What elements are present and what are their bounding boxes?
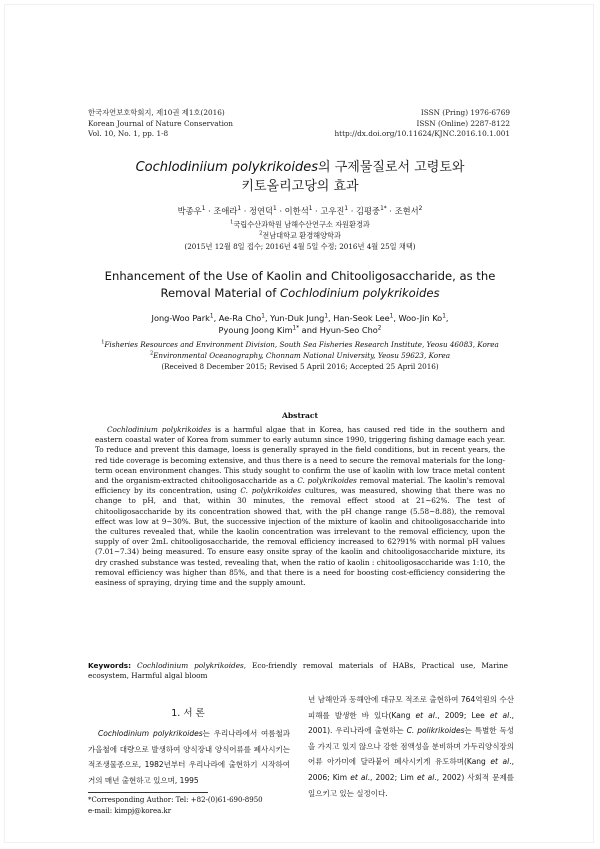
abstract-heading: Abstract <box>281 411 319 420</box>
author-en-2: Ae-Ra Cho$^1$ <box>218 313 265 323</box>
korean-dates: (2015년 12월 8일 접수; 2016년 4월 5일 수정; 2016년 4월 25일 채택) <box>184 242 416 251</box>
author-email[interactable]: e-mail: kimpj@korea.kr <box>88 806 172 815</box>
footnote <box>88 795 298 816</box>
corresponding-author: *Corresponding Author: Tel: +82-(0)61-690-8950 <box>88 796 263 804</box>
korean-title-line1: 의 구제물질로서 고령토와 <box>318 160 465 175</box>
author-en-1: Jong-Woo Park$^1$ <box>151 313 214 323</box>
author-en-3: Yun-Duk Jung$^1$ <box>270 313 329 323</box>
author-kr-7: 조현서$^2$ <box>394 206 423 216</box>
journal-volume: Vol. 10, No. 1, pp. 1-8 <box>88 129 169 139</box>
footnote-rule <box>88 792 208 793</box>
keywords: Keywords: Cochlodinium polykrikoides, Eco-friendly removal materials of HABs, Practical use, Marine ecosystem, Harmful algal bloom <box>88 661 508 681</box>
english-title-species: Cochlodinium polykrikoides <box>280 286 440 300</box>
section-heading-introduction: 1. 서 론 <box>171 708 205 719</box>
journal-name-english: Korean Journal of Nature Conservation <box>88 118 233 128</box>
abstract-species: Cochlodinium polykrikoides <box>107 425 212 434</box>
journal-header-right <box>280 108 510 140</box>
issn-online: ISSN (Online) 2287-8122 <box>416 118 510 128</box>
issn-print: ISSN (Pring) 1976-6769 <box>420 108 510 117</box>
author-kr-3: 정연덕$^1$ <box>249 206 277 216</box>
english-affiliations <box>70 339 530 372</box>
keywords-label: Keywords: <box>88 661 132 670</box>
english-authors-line2 <box>70 324 530 336</box>
english-title-line1: Enhancement of the Use of Kaolin and Chitooligosaccharide, as the <box>104 269 496 283</box>
english-title <box>70 268 530 302</box>
intro-left-column: Cochlodinium polykrikoides는 우리나라에서 여름철과 가을철에 대량으로 발생하여 양식장내 양식어류를 폐사시키는 적조생물종으로, 1982년부터 우리나라에 출현하기 시작하여 거의 매년 출현하고 있으며, 1995 <box>88 729 290 785</box>
korean-title-species: Cochlodiniium polykrikoides <box>135 160 319 175</box>
and-word: and <box>301 325 318 336</box>
korean-authors: 박종우$^1$ · 조애라$^1$ · 정연덕$^1$ · 이한석$^1$ · 고우진$^1$ · 김평중$^{1*}$ · 조현서$^2$ <box>177 206 423 216</box>
english-authors-line1: Jong-Woo Park$^1$, Ae-Ra Cho$^1$, Yun-Duk Jung$^1$, Han-Seok Lee$^1$, Woo-Jin Ko$^1$, <box>151 313 449 323</box>
author-en-7: Hyun-Seo Cho$^2$ <box>319 325 382 336</box>
author-en-5: Woo-Jin Ko$^1$ <box>398 313 446 323</box>
korean-affiliations <box>70 219 530 252</box>
english-dates: (Received 8 December 2015; Revised 5 April 2016; Accepted 25 April 2016) <box>161 362 439 371</box>
author-kr-2: 조애라$^1$ <box>213 206 242 216</box>
doi-link[interactable]: http://dx.doi.org/10.11624/KJNC.2016.10.1.001 <box>334 129 510 139</box>
author-kr-5: 고우진$^1$ <box>320 206 349 216</box>
korean-affiliation-1: $^1$국립수산과학원 남해수산연구소 자원환경과 <box>230 219 370 229</box>
author-kr-1: 박종우$^1$ <box>177 206 206 216</box>
korean-title-line2: 키토올리고당의 효과 <box>241 179 359 194</box>
author-en-6: Pyoung Joong Kim$^{1*}$ <box>218 325 300 336</box>
journal-name-korean: 한국자연보호학회지, 제10권 제1호(2016) <box>88 108 225 117</box>
author-kr-4: 이한석$^1$ <box>284 206 313 216</box>
english-affiliation-1: $^1$Fisheries Resources and Environment Division, South Sea Fisheries Research Institute, Yeosu 46083, Korea <box>101 339 499 349</box>
korean-affiliation-2: $^2$전남대학교 환경해양학과 <box>259 230 341 240</box>
korean-title <box>70 158 530 196</box>
intro-right-column: 년 남해안과 동해안에 대규모 적조로 출현하여 764억원의 수산피해를 발생한 바 있다(Kang et al., 2009; Lee et al., 2001). 우리나라에 출현하는 C. polikrikoides는 특별한 독성을 가지고 있지 않으나 강한 점액성을 분비하며 가두리양식장의 어류 아가미에 달라붙어 폐사시키게 유도하며(Kang et al., 2006; Kim et al., 2002; Lim et al., 2002) 사회적 문제를 일으키고 있는 실정이다. <box>308 695 515 798</box>
english-title-line2: Removal Material of Cochlodinium polykrikoides <box>160 286 440 300</box>
author-en-4: Han-Seok Lee$^1$ <box>333 313 394 323</box>
abstract-body: Cochlodinium polykrikoides is a harmful algae that in Korea, has caused red tide in the southern and eastern coastal water of Korea from summer to early autumn since 1990, triggering fishing damage each year. To reduce and prevent this damage, loess is generally sprayed in the field conditions, but in recent years, the red tide coverage is becoming extensive, and thus there is a need to secure the removal materials for the long-term ocean environment changes. This study sought to confirm the use of kaolin with low trace metal content and the organism-extracted chitooligosaccharide as a C. polykrikoides removal material. The kaolin's removal efficiency by its concentration, using C. polykrikoides cultures, was measured, showing that there was no change to pH, and that, within 30 minutes, the removal effect stood at 21~62%. The test of chitooligosaccharide by its concentration showed that, with the pH change range (5.58~8.88), the removal effect was low at 9~30%. But, the successive injection of the mixture of kaolin and chitooligosaccharide into the cultures revealed that, while the kaolin concentration was irrelevant to the removal efficiency, upon the supply of over 2mL chitooligosaccharide, the removal efficiency increased to 62?91% with normal pH values (7.01~7.34) being measured. To ensure easy onsite spray of the kaolin and chitooligosaccharide mixture, its dry crashed substance was tested, revealing that, when the ratio of kaolin : chitooligosaccharide was 1:10, the removal efficiency was higher than 85%, and that there is a need for boosting cost-efficiency considering the easiness of spraying, drying time and the supply amount. <box>95 425 505 588</box>
author-kr-6: 김평중$^{1*}$ <box>356 206 387 216</box>
english-affiliation-2: $^2$Environmental Oceanography, Chonnam National University, Yeosu 59623, Korea <box>149 350 451 360</box>
english-authors <box>70 312 530 337</box>
